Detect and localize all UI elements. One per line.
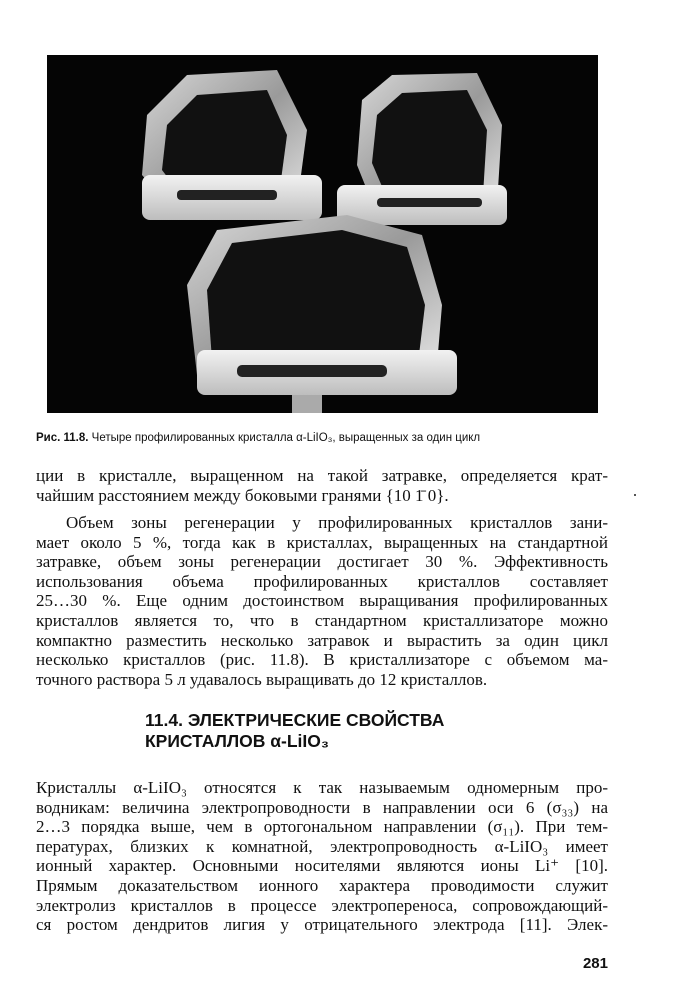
text-line: затравке, объем зоны регенерации достигает 30 %. Эффективность	[36, 552, 608, 572]
heading-line-1: 11.4. ЭЛЕКТРИЧЕСКИЕ СВОЙСТВА	[145, 710, 445, 730]
crystals-photo	[47, 55, 598, 413]
caption-text: Четыре профилированных кристалла α-LiIO₃, выращенных за один цикл	[88, 432, 481, 444]
text-line: ции в кристалле, выращенном на такой затравке, определяется крат-	[36, 466, 608, 485]
text-line: кристаллов является то, что в стандартном кристаллизаторе можно	[36, 610, 608, 630]
text-line: чайшим расстоянием между боковыми гранями {10 1̄ 0}.	[36, 485, 449, 505]
text-line: электролиз кристаллов в процессе электропереноса, сопровождающий-	[36, 895, 608, 915]
section-heading	[145, 710, 565, 752]
text-line: 2…3 порядка выше, чем в ортогональном направлении (σ₁₁). При тем-	[36, 817, 608, 837]
text-line: ся ростом дендритов лигия у отрицательного электрода [11]. Элек-	[36, 915, 608, 935]
text-line: мает около 5 %, тогда как в кристаллах, выращенных на стандартной	[36, 532, 608, 552]
speck	[634, 494, 636, 496]
paragraph-3	[36, 778, 608, 935]
text-line: Кристаллы α-LiIO₃ относятся к так называемым одномерным про-	[36, 778, 608, 797]
text-line: 25…30 %. Еще одним достоинством выращивания профилированных	[36, 591, 608, 611]
page-number: 281	[582, 955, 608, 972]
figure-caption	[36, 430, 636, 446]
text-line: ионный характер. Основными носителями являются ионы Li⁺ [10].	[36, 856, 608, 876]
text-line: пературах, близких к комнатной, электропроводность α-LiIO₃ имеет	[36, 836, 608, 856]
text-line: компактно разместить несколько затравок и вырастить за один цикл	[36, 630, 608, 650]
text-line: точного раствора 5 л удавалось выращивать до 12 кристаллов.	[36, 669, 488, 689]
text-line: несколько кристаллов (рис. 11.8). В кристаллизаторе с объемом ма-	[36, 650, 608, 670]
crystal-center	[187, 215, 457, 413]
crystals-illustration	[47, 55, 598, 413]
paragraph-1	[36, 466, 608, 505]
text-line: Объем зоны регенерации у профилированных кристаллов зани-	[66, 513, 608, 532]
heading-line-2: КРИСТАЛЛОВ α-LiIO₃	[145, 731, 329, 751]
text-line: Прямым доказательством ионного характера проводимости служит	[36, 875, 608, 895]
paragraph-2	[36, 513, 608, 689]
text-line: использования объема профилированных кристаллов составляет	[36, 571, 608, 591]
text-line: водникам: величина электропроводности в направлении оси 6 (σ₃₃) на	[36, 797, 608, 817]
caption-label: Рис. 11.8.	[36, 432, 89, 444]
